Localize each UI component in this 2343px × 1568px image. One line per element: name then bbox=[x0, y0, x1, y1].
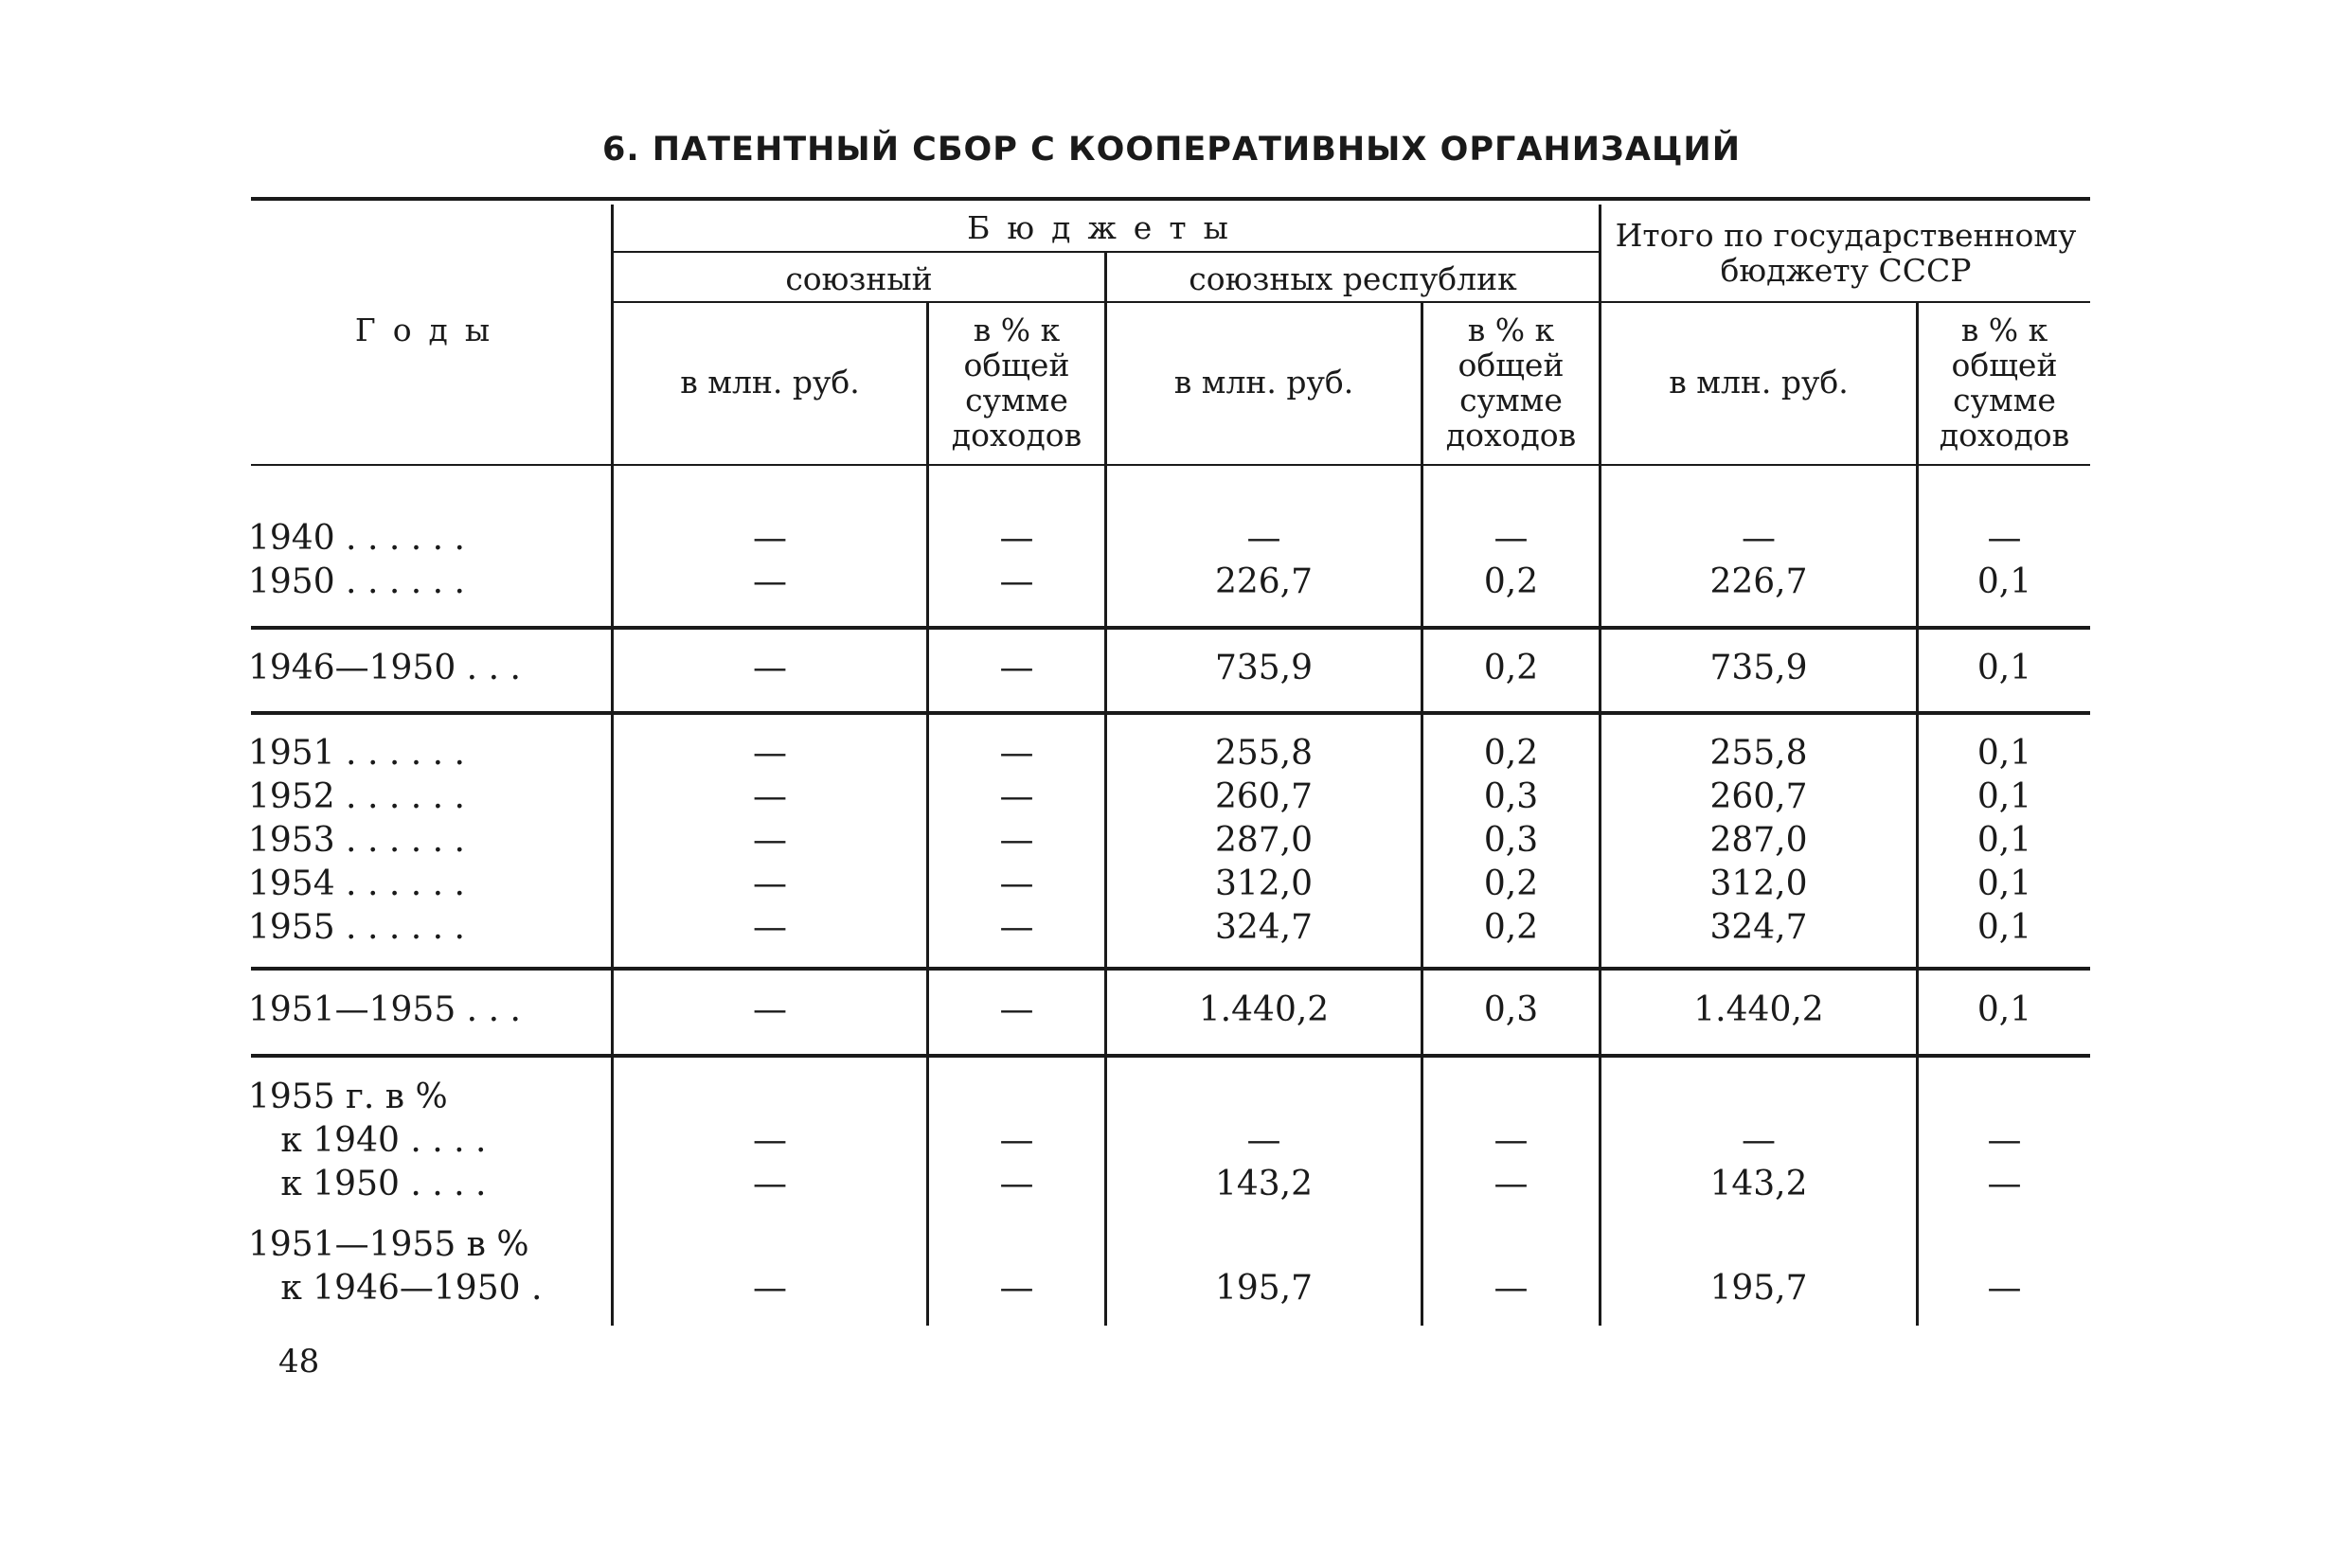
row-label: к 1946—1950 . bbox=[248, 1269, 543, 1308]
table-cell: 260,7 bbox=[1214, 777, 1314, 816]
group-rule-1 bbox=[251, 626, 2090, 630]
table-cell: 312,0 bbox=[1214, 864, 1314, 903]
header-republics-mln: в млн. руб. bbox=[1173, 364, 1354, 401]
group-rule-2 bbox=[251, 711, 2090, 715]
table-cell: 0,3 bbox=[1483, 821, 1539, 860]
table-cell: 0,1 bbox=[1976, 777, 2032, 816]
table-cell: — bbox=[1493, 519, 1529, 558]
row-label: 1946—1950 . . . bbox=[248, 649, 521, 687]
table-cell: — bbox=[1987, 1121, 2022, 1160]
table-cell: 0,2 bbox=[1483, 864, 1539, 903]
page-number: 48 bbox=[278, 1343, 320, 1381]
table-cell: — bbox=[1246, 1121, 1281, 1160]
row-label: 1951—1955 . . . bbox=[248, 990, 521, 1029]
header-republics: союзных республик bbox=[1189, 260, 1517, 297]
page-title: 6. ПАТЕНТНЫЙ СБОР С КООПЕРАТИВНЫХ ОРГАНИЗАЦИЙ bbox=[601, 131, 1742, 169]
table-cell: 312,0 bbox=[1709, 864, 1808, 903]
table-cell: — bbox=[999, 990, 1034, 1029]
table-cell: 0,1 bbox=[1976, 821, 2032, 860]
table-cell: — bbox=[999, 562, 1034, 601]
table-cell: 143,2 bbox=[1214, 1165, 1314, 1203]
row-label: к 1940 . . . . bbox=[248, 1121, 487, 1160]
header-republics-pct: в % к общей сумме доходов bbox=[1445, 312, 1577, 454]
table-cell: 0,2 bbox=[1483, 734, 1539, 773]
table-cell: 195,7 bbox=[1709, 1269, 1808, 1308]
table-cell: — bbox=[753, 1121, 787, 1160]
table-cell: 1.440,2 bbox=[1198, 990, 1330, 1029]
table-cell: — bbox=[1493, 1165, 1529, 1203]
row-label: 1951—1955 в % bbox=[248, 1225, 529, 1264]
header-budgets: Бюджеты bbox=[967, 209, 1245, 246]
table-cell: 0,2 bbox=[1483, 908, 1539, 947]
table-cell: — bbox=[1493, 1269, 1529, 1308]
header-bottom-rule bbox=[251, 464, 2090, 466]
header-total-mln: в млн. руб. bbox=[1669, 364, 1849, 401]
header-union-pct: в % к общей сумме доходов bbox=[951, 312, 1082, 454]
table-cell: — bbox=[753, 1165, 787, 1203]
group-rule-4 bbox=[251, 1054, 2090, 1058]
table-cell: 260,7 bbox=[1709, 777, 1808, 816]
table-cell: 0,3 bbox=[1483, 990, 1539, 1029]
table-cell: 255,8 bbox=[1709, 734, 1808, 773]
table-cell: 0,1 bbox=[1976, 864, 2032, 903]
table-cell: — bbox=[999, 1165, 1034, 1203]
table-cell: — bbox=[999, 864, 1034, 903]
table-cell: 255,8 bbox=[1214, 734, 1314, 773]
table-cell: 287,0 bbox=[1709, 821, 1808, 860]
row-label: 1955 г. в % bbox=[248, 1078, 448, 1116]
table-cell: 226,7 bbox=[1709, 562, 1808, 601]
table-cell: 735,9 bbox=[1709, 649, 1808, 687]
header-total-pct: в % к общей сумме доходов bbox=[1939, 312, 2070, 454]
table-cell: — bbox=[753, 908, 787, 947]
table-cell: — bbox=[753, 734, 787, 773]
table-cell: 324,7 bbox=[1214, 908, 1314, 947]
table-cell: — bbox=[753, 649, 787, 687]
header-union: союзный bbox=[785, 260, 933, 297]
table-cell: 143,2 bbox=[1709, 1165, 1808, 1203]
table-cell: 226,7 bbox=[1214, 562, 1314, 601]
table-cell: — bbox=[999, 1121, 1034, 1160]
table-cell: — bbox=[753, 1269, 787, 1308]
table-cell: — bbox=[753, 562, 787, 601]
table-cell: — bbox=[753, 990, 787, 1029]
header-total: Итого по государственному бюджету СССР bbox=[1615, 217, 2077, 289]
header-years: Годы bbox=[354, 312, 508, 348]
table-cell: — bbox=[999, 649, 1034, 687]
table-cell: — bbox=[999, 519, 1034, 558]
table-cell: 195,7 bbox=[1214, 1269, 1314, 1308]
table-cell: 0,1 bbox=[1976, 649, 2032, 687]
table-cell: 0,2 bbox=[1483, 562, 1539, 601]
row-label: 1953 . . . . . . bbox=[248, 821, 465, 860]
table-cell: 0,1 bbox=[1976, 908, 2032, 947]
table-cell: — bbox=[999, 1269, 1034, 1308]
table-cell: 735,9 bbox=[1214, 649, 1314, 687]
row-label: 1954 . . . . . . bbox=[248, 864, 465, 903]
table-cell: — bbox=[1987, 1165, 2022, 1203]
table-cell: — bbox=[753, 864, 787, 903]
table-cell: 324,7 bbox=[1709, 908, 1808, 947]
row-label: 1951 . . . . . . bbox=[248, 734, 465, 773]
header-rule-subcolumns bbox=[614, 301, 2090, 303]
table-cell: 1.440,2 bbox=[1693, 990, 1824, 1029]
table-cell: — bbox=[1493, 1121, 1529, 1160]
group-rule-3 bbox=[251, 967, 2090, 971]
table-cell: — bbox=[1987, 1269, 2022, 1308]
row-label: 1950 . . . . . . bbox=[248, 562, 465, 601]
table-top-rule bbox=[251, 197, 2090, 201]
table-cell: — bbox=[999, 908, 1034, 947]
table-cell: — bbox=[753, 821, 787, 860]
table-cell: — bbox=[1987, 519, 2022, 558]
table-cell: 0,1 bbox=[1976, 990, 2032, 1029]
row-label: 1940 . . . . . . bbox=[248, 519, 465, 558]
table-cell: 0,3 bbox=[1483, 777, 1539, 816]
table-cell: 0,2 bbox=[1483, 649, 1539, 687]
table-cell: — bbox=[999, 734, 1034, 773]
table-cell: — bbox=[999, 821, 1034, 860]
header-union-mln: в млн. руб. bbox=[680, 364, 860, 401]
table-cell: 0,1 bbox=[1976, 562, 2032, 601]
table-cell: — bbox=[1742, 519, 1776, 558]
row-label: 1952 . . . . . . bbox=[248, 777, 465, 816]
row-label: 1955 . . . . . . bbox=[248, 908, 465, 947]
table-cell: — bbox=[999, 777, 1034, 816]
table-cell: — bbox=[1742, 1121, 1776, 1160]
table-cell: — bbox=[753, 519, 787, 558]
row-label: к 1950 . . . . bbox=[248, 1165, 487, 1203]
table-cell: — bbox=[753, 777, 787, 816]
table-cell: 287,0 bbox=[1214, 821, 1314, 860]
table-cell: — bbox=[1246, 519, 1281, 558]
table-cell: 0,1 bbox=[1976, 734, 2032, 773]
